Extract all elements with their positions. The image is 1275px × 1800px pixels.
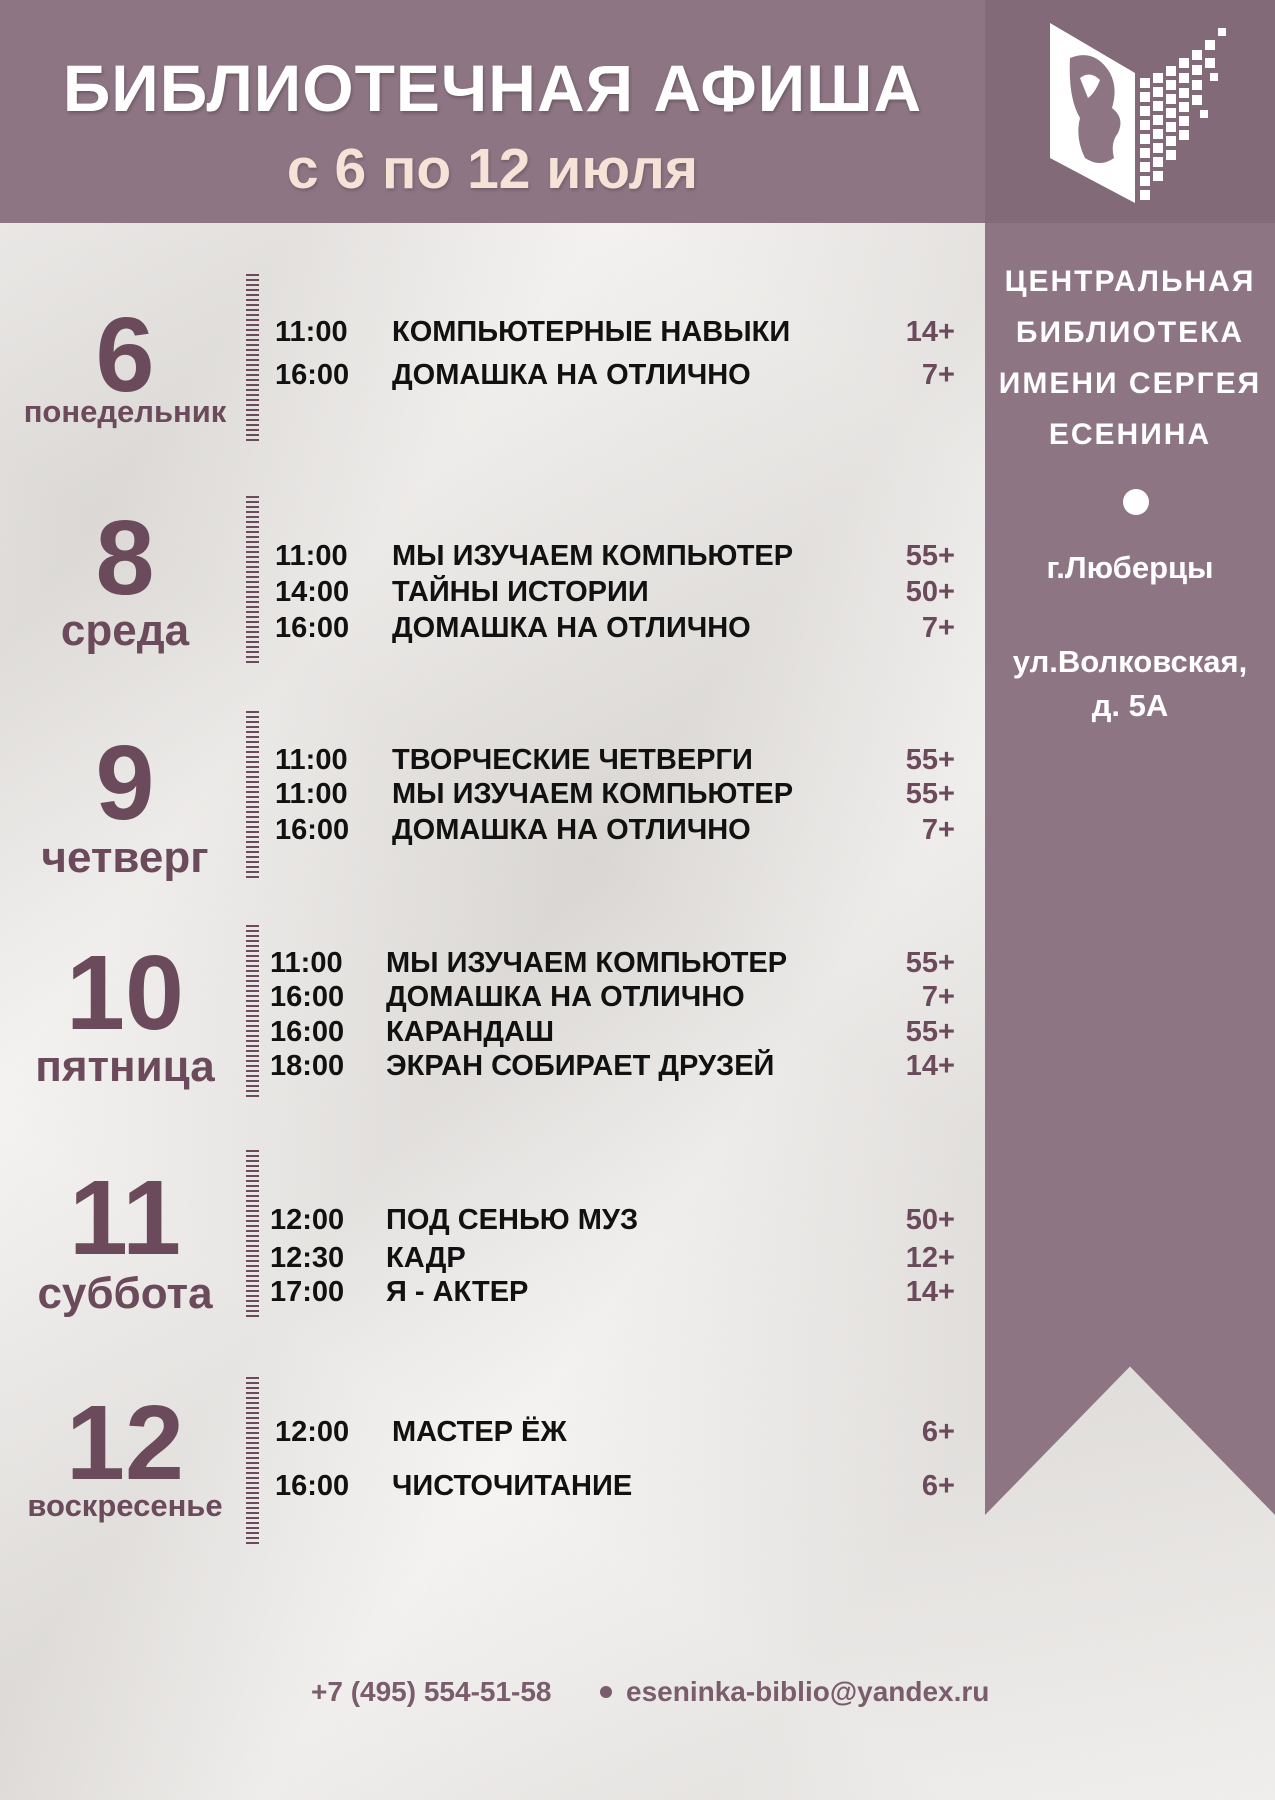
event-title: Я - АКТЕР <box>386 1276 529 1308</box>
event-time: 12:00 <box>275 1416 350 1448</box>
side-ribbon <box>985 0 1275 1515</box>
event-title: МЫ ИЗУЧАЕМ КОМПЬЮТЕР <box>392 778 794 810</box>
event-title: ЧИСТОЧИТАНИЕ <box>392 1470 633 1502</box>
footer-contacts <box>0 1672 1275 1712</box>
phone-link[interactable]: +7 (495) 554-51-58 <box>311 1676 552 1707</box>
event-row <box>0 777 985 811</box>
event-title: ПОД СЕНЬЮ МУЗ <box>386 1204 639 1236</box>
event-age: 7+ <box>921 612 955 644</box>
day-number: 11 <box>68 1159 182 1277</box>
event-age: 7+ <box>921 814 955 846</box>
event-row <box>0 813 985 847</box>
event-age: 55+ <box>905 778 955 810</box>
event-age: 14+ <box>905 1050 955 1082</box>
event-age: 55+ <box>905 540 955 572</box>
event-row <box>0 315 985 349</box>
city: г.Люберцы <box>1046 550 1214 585</box>
event-age: 55+ <box>905 744 955 776</box>
event-age: 55+ <box>905 947 955 979</box>
day-number: 9 <box>95 724 155 842</box>
ribbon-dot <box>1123 489 1149 515</box>
event-title: ДОМАШКА НА ОТЛИЧНО <box>392 814 751 846</box>
event-title: ДОМАШКА НА ОТЛИЧНО <box>392 359 751 391</box>
day-name: пятница <box>35 1042 215 1091</box>
event-row <box>0 611 985 645</box>
event-row <box>0 358 985 392</box>
event-time: 18:00 <box>270 1050 345 1082</box>
event-time: 16:00 <box>270 981 345 1013</box>
event-time: 11:00 <box>275 540 348 572</box>
library-name-line: ИМЕНИ СЕРГЕЯ <box>998 367 1262 400</box>
day-number: 10 <box>66 934 184 1052</box>
library-name-line: ЕСЕНИНА <box>1048 418 1212 451</box>
event-title: ТВОРЧЕСКИЕ ЧЕТВЕРГИ <box>392 744 753 776</box>
event-time: 11:00 <box>275 316 348 348</box>
event-time: 16:00 <box>275 814 350 846</box>
event-time: 11:00 <box>275 744 348 776</box>
event-age: 6+ <box>921 1470 955 1502</box>
event-row <box>0 1469 985 1503</box>
date-range: с 6 по 12 июля <box>286 137 699 201</box>
address <box>985 640 1275 728</box>
event-time: 12:00 <box>270 1204 345 1236</box>
event-title: ТАЙНЫ ИСТОРИИ <box>392 576 649 608</box>
event-time: 16:00 <box>270 1016 345 1048</box>
library-logo-icon <box>1040 18 1230 208</box>
event-row <box>0 1049 985 1083</box>
event-time: 16:00 <box>275 359 350 391</box>
event-age: 55+ <box>905 1016 955 1048</box>
library-name <box>985 256 1275 460</box>
event-row <box>0 575 985 609</box>
day-name: суббота <box>37 1269 213 1318</box>
event-row <box>0 980 985 1014</box>
day-name: воскресенье <box>27 1488 223 1523</box>
day-name: среда <box>60 606 190 655</box>
event-age: 7+ <box>921 981 955 1013</box>
event-title: МЫ ИЗУЧАЕМ КОМПЬЮТЕР <box>386 947 788 979</box>
event-age: 6+ <box>921 1416 955 1448</box>
event-row <box>0 1415 985 1449</box>
day-number: 6 <box>95 296 155 414</box>
event-age: 50+ <box>905 576 955 608</box>
library-name-line: ЦЕНТРАЛЬНАЯ <box>1004 265 1256 298</box>
day-name: понедельник <box>23 394 227 429</box>
event-title: КАРАНДАШ <box>386 1016 555 1048</box>
event-row <box>0 539 985 573</box>
event-row <box>0 946 985 980</box>
event-time: 17:00 <box>270 1276 345 1308</box>
address-line: ул.Волковская, <box>1012 644 1248 679</box>
event-title: КОМПЬЮТЕРНЫЕ НАВЫКИ <box>392 316 791 348</box>
event-time: 11:00 <box>270 947 343 979</box>
email-link[interactable]: eseninka-biblio@yandex.ru <box>626 1676 990 1707</box>
event-row <box>0 1203 985 1237</box>
event-age: 12+ <box>905 1242 955 1274</box>
event-time: 12:30 <box>270 1242 345 1274</box>
footer-dot <box>600 1686 612 1698</box>
event-row <box>0 743 985 777</box>
header-banner <box>0 0 985 223</box>
event-age: 14+ <box>905 1276 955 1308</box>
event-title: КАДР <box>386 1242 466 1274</box>
event-time: 14:00 <box>275 576 350 608</box>
event-row <box>0 1241 985 1275</box>
event-time: 16:00 <box>275 612 350 644</box>
event-title: ДОМАШКА НА ОТЛИЧНО <box>386 981 745 1013</box>
event-time: 16:00 <box>275 1470 350 1502</box>
event-age: 14+ <box>905 316 955 348</box>
event-row <box>0 1015 985 1049</box>
day-separator <box>246 1377 259 1545</box>
page-title: БИБЛИОТЕЧНАЯ АФИША <box>62 51 923 125</box>
event-time: 11:00 <box>275 778 348 810</box>
day-number: 8 <box>95 499 155 617</box>
event-age: 7+ <box>921 359 955 391</box>
event-title: МЫ ИЗУЧАЕМ КОМПЬЮТЕР <box>392 540 794 572</box>
day-number: 12 <box>66 1384 184 1502</box>
event-title: ЭКРАН СОБИРАЕТ ДРУЗЕЙ <box>386 1050 775 1082</box>
library-name-line: БИБЛИОТЕКА <box>1015 316 1245 349</box>
event-row <box>0 1275 985 1309</box>
event-age: 50+ <box>905 1204 955 1236</box>
event-title: ДОМАШКА НА ОТЛИЧНО <box>392 612 751 644</box>
event-title: МАСТЕР ЁЖ <box>392 1416 567 1448</box>
address-line: д. 5А <box>1091 688 1169 723</box>
day-name: четверг <box>41 833 209 882</box>
